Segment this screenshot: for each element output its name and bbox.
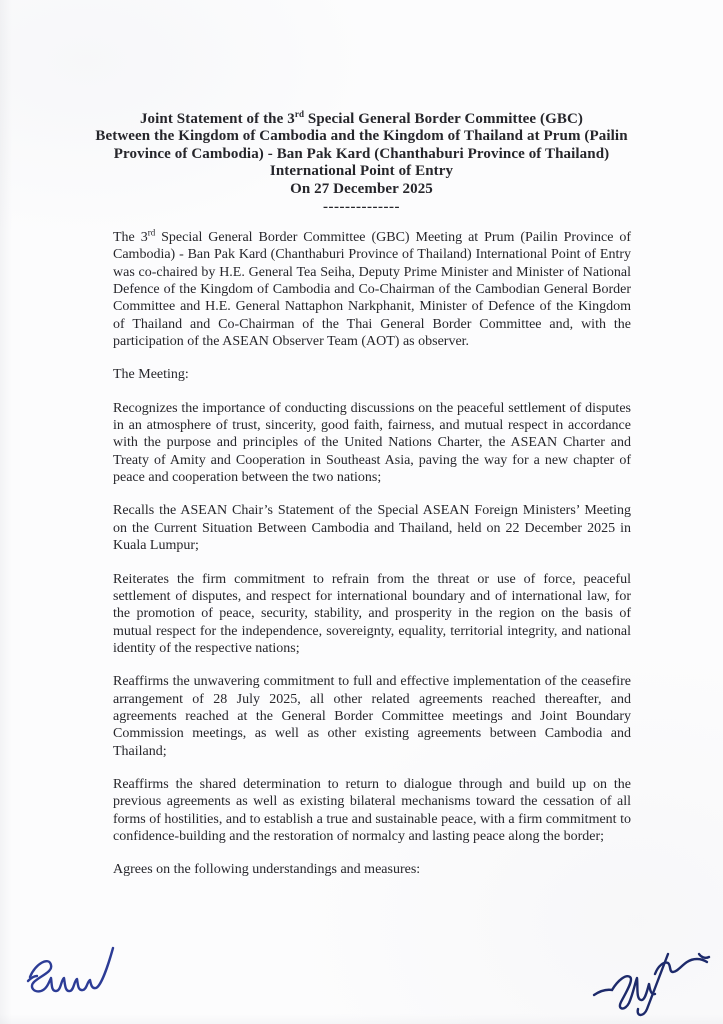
signature-right [588,949,716,1019]
title-line-3: Province of Cambodia) - Ban Pak Kard (Chanthaburi Province of Thailand) [113,145,610,162]
title-line-1-rest: Special General Border Committee (GBC) [304,111,584,127]
paragraph-reiterates: Reiterates the firm commitment to refrain from the threat or use of force, peaceful settlement of disputes, and respect for international boundary and of international law, for the promotion of peace, security, stability, and prosperity in the region on the basis of mutual respect for the independence, sovereignty, equality, territorial integrity, and national identity of the respective nations; [113,571,631,656]
paragraph-reaffirms-dialogue: Reaffirms the shared determination to return to dialogue through and build up on the previous agreements as well as existing bilateral mechanisms toward the cessation of all forms of hostilities, and to establish a true and sustainable peace, with a firm commitment to confidence-building and the restoration of normalcy and lasting peace along the border; [113,776,631,844]
meeting-label: The Meeting: [113,367,189,383]
preamble-text: The 3 [113,230,148,245]
document-body [113,229,631,879]
title-ordinal-superscript: rd [294,109,305,119]
title-separator: -------------- [323,199,400,216]
title-line-1 [90,111,633,128]
preamble-rest: Special General Border Committee (GBC) Meeting at Prum (Pailin Province of Cambodia) - Ban Pak Kard (Chanthaburi Province of Thailand) International Point of Entry was co-chaired by H.E. General Tea Seiha, Deputy Prime Minister and Minister of National Defence of the Kingdom of Cambodia and Co-Chairman of the Cambodian General Border Committee and H.E. General Nattaphon Narkphanit, Minister of Defence of the Kingdom of Thailand and Co-Chairman of the Thai General Border Committee and, with the participation of the ASEAN Observer Team (AOT) as observer. [113,230,631,350]
paragraph-recalls: Recalls the ASEAN Chair’s Statement of the Special ASEAN Foreign Ministers’ Meeting on the Current Situation Between Cambodia and Thailand, held on 22 December 2025 in Kuala Lumpur; [113,503,631,554]
paragraph-recognizes: Recognizes the importance of conducting discussions on the peaceful settlement of disputes in an atmosphere of trust, sincerity, good faith, fairness, and mutual respect in accordance with the purpose and principles of the United Nations Charter, the ASEAN Charter and Treaty of Amity and Cooperation in Southeast Asia, paving the way for a new chapter of peace and cooperation between the two nations; [113,400,631,486]
paragraph-agrees: Agrees on the following understandings and measures: [113,862,421,878]
title-line-4: International Point of Entry [269,163,454,180]
title-line-2: Between the Kingdom of Cambodia and the Kingdom of Thailand at Prum (Pailin [95,128,628,145]
title-line-1-text: Joint Statement of the 3 [139,111,295,127]
document-title [90,111,633,215]
signature-left-ink [20,941,120,1007]
paragraph-reaffirms-ceasefire: Reaffirms the unwavering commitment to full and effective implementation of the ceasefire arrangement of 28 July 2025, all other related agreements reached thereafter, and agreements reached at the General Border Committee meetings and Joint Boundary Commission meetings, as well as other existing agreements between Cambodia and Thailand; [113,674,631,759]
preamble-ordinal-superscript: rd [147,227,156,238]
signature-left [20,941,120,1007]
signature-right-ink [588,949,716,1019]
title-date-line: On 27 December 2025 [290,180,433,197]
paragraph-preamble [113,229,631,350]
